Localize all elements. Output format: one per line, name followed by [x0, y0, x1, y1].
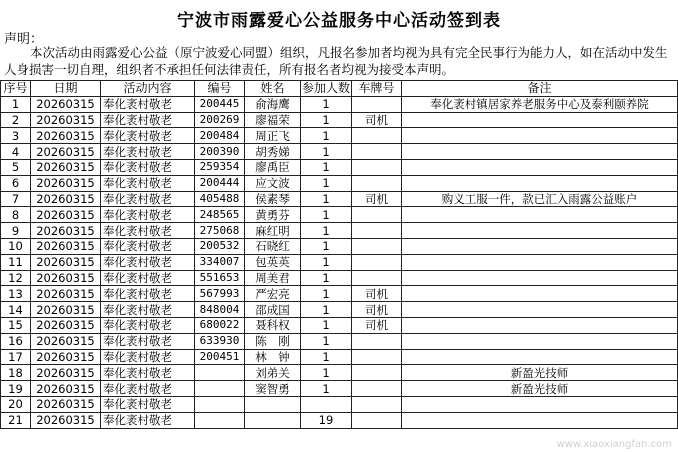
number-cell: 248565 [195, 207, 245, 223]
number-cell: 200390 [195, 144, 245, 160]
header-col-count: 参加人数 [301, 81, 350, 96]
name-cell: 廖禹臣 [245, 159, 301, 175]
seq-cell: 18 [1, 365, 31, 381]
name-cell: 周正飞 [245, 128, 301, 144]
plate-cell: 司机 [352, 112, 402, 128]
seq-cell: 13 [1, 286, 31, 302]
activity-cell: 奉化袤村敬老 [101, 175, 195, 191]
name-cell [245, 396, 301, 412]
header-col-seq: 序号 [1, 81, 31, 97]
table-row [1, 144, 678, 160]
header-col-activity: 活动内容 [101, 81, 195, 97]
remarks-cell [402, 286, 678, 302]
plate-cell [352, 254, 402, 270]
name-cell: 刘弟关 [245, 365, 301, 381]
date-cell: 20260315 [31, 302, 101, 318]
count-cell: 1 [301, 317, 352, 333]
number-cell [195, 381, 245, 397]
date-cell: 20260315 [31, 191, 101, 207]
name-cell: 邵成国 [245, 302, 301, 318]
number-cell: 405488 [195, 191, 245, 207]
number-cell: 200444 [195, 175, 245, 191]
date-cell: 20260315 [31, 159, 101, 175]
number-cell: 200451 [195, 349, 245, 365]
number-cell: 567993 [195, 286, 245, 302]
remarks-cell [402, 349, 678, 365]
date-cell: 20260315 [31, 396, 101, 412]
activity-cell: 奉化袤村敬老 [101, 128, 195, 144]
seq-cell: 9 [1, 223, 31, 239]
name-cell: 应文波 [245, 175, 301, 191]
plate-cell [352, 270, 402, 286]
declaration-heading: 声明： [4, 32, 44, 47]
table-row [1, 365, 678, 381]
activity-cell: 奉化袤村敬老 [101, 207, 195, 223]
remarks-cell [402, 159, 678, 175]
name-cell: 包英英 [245, 254, 301, 270]
activity-cell: 奉化袤村敬老 [101, 349, 195, 365]
activity-cell: 奉化袤村敬老 [101, 302, 195, 318]
number-cell [195, 365, 245, 381]
count-cell: 1 [301, 238, 352, 254]
date-cell: 20260315 [31, 144, 101, 160]
plate-cell: 司机 [352, 302, 402, 318]
name-cell: 窦智勇 [245, 381, 301, 397]
seq-cell: 3 [1, 128, 31, 144]
header-col-number: 编号 [195, 81, 245, 97]
count-cell: 1 [301, 286, 352, 302]
name-cell: 严宏亮 [245, 286, 301, 302]
table-row [1, 317, 678, 333]
count-cell [301, 396, 352, 412]
seq-cell: 16 [1, 333, 31, 349]
table-row [1, 128, 678, 144]
table-row [1, 159, 678, 175]
declaration-text: 本次活动由雨露爱心公益（原宁波爱心同盟）组织，凡报名参加者均视为具有完全民事行为能力人，如在活动中发生人身损害一切自理，组织者不承担任何法律责任，所有报名者均视为接受本声明。 [4, 45, 668, 77]
name-cell: 黄勇芬 [245, 207, 301, 223]
remarks-cell [402, 396, 678, 412]
name-cell: 周美君 [245, 270, 301, 286]
seq-cell: 1 [1, 96, 31, 112]
table-body [1, 96, 678, 428]
plate-cell: 司机 [352, 286, 402, 302]
count-cell: 1 [301, 175, 352, 191]
remarks-cell [402, 112, 678, 128]
table-row [1, 270, 678, 286]
number-cell: 275068 [195, 223, 245, 239]
table-row [1, 112, 678, 128]
table-row [1, 302, 678, 318]
activity-cell: 奉化袤村敬老 [101, 381, 195, 397]
number-cell: 848004 [195, 302, 245, 318]
activity-cell: 奉化袤村敬老 [101, 159, 195, 175]
number-cell: 200484 [195, 128, 245, 144]
count-cell: 1 [301, 254, 352, 270]
count-cell: 1 [301, 270, 352, 286]
table-row [1, 207, 678, 223]
count-cell: 1 [301, 381, 352, 397]
plate-cell [352, 349, 402, 365]
remarks-cell [402, 144, 678, 160]
page-title: 宁波市雨露爱心公益服务中心活动签到表 [177, 11, 501, 31]
date-cell: 20260315 [31, 412, 101, 428]
remarks-cell [402, 254, 678, 270]
activity-cell: 奉化袤村敬老 [101, 254, 195, 270]
table-row [1, 412, 678, 428]
plate-cell [352, 207, 402, 223]
remarks-cell: 新盈光技师 [402, 381, 678, 397]
table-row [1, 238, 678, 254]
date-cell: 20260315 [31, 207, 101, 223]
table-row [1, 223, 678, 239]
count-cell: 1 [301, 112, 352, 128]
remarks-cell [402, 412, 678, 428]
plate-cell [352, 159, 402, 175]
count-cell: 1 [301, 144, 352, 160]
header-col-name: 姓名 [245, 81, 301, 97]
date-cell: 20260315 [31, 175, 101, 191]
sign-in-table [0, 80, 678, 429]
table-row [1, 286, 678, 302]
count-cell: 19 [301, 412, 352, 428]
plate-cell [352, 175, 402, 191]
name-cell: 聂科权 [245, 317, 301, 333]
date-cell: 20260315 [31, 381, 101, 397]
plate-cell [352, 128, 402, 144]
name-cell [245, 412, 301, 428]
remarks-cell [402, 333, 678, 349]
seq-cell: 11 [1, 254, 31, 270]
date-cell: 20260315 [31, 223, 101, 239]
count-cell: 1 [301, 333, 352, 349]
remarks-cell [402, 223, 678, 239]
activity-cell: 奉化袤村敬老 [101, 270, 195, 286]
remarks-cell: 购义工服一件，款已汇入雨露公益账户 [402, 191, 678, 207]
count-cell: 1 [301, 349, 352, 365]
header-col-plate: 车牌号 [352, 81, 402, 97]
activity-cell: 奉化袤村敬老 [101, 191, 195, 207]
remarks-cell [402, 128, 678, 144]
activity-cell: 奉化袤村敬老 [101, 96, 195, 112]
count-cell: 1 [301, 365, 352, 381]
date-cell: 20260315 [31, 317, 101, 333]
plate-cell [352, 144, 402, 160]
remarks-cell [402, 238, 678, 254]
table-row [1, 254, 678, 270]
seq-cell: 8 [1, 207, 31, 223]
table-row [1, 333, 678, 349]
activity-cell: 奉化袤村敬老 [101, 333, 195, 349]
seq-cell: 20 [1, 396, 31, 412]
count-cell: 1 [301, 96, 352, 112]
activity-cell: 奉化袤村敬老 [101, 238, 195, 254]
plate-cell [352, 333, 402, 349]
seq-cell: 17 [1, 349, 31, 365]
number-cell: 633930 [195, 333, 245, 349]
remarks-cell [402, 270, 678, 286]
table-row [1, 191, 678, 207]
seq-cell: 12 [1, 270, 31, 286]
activity-cell: 奉化袤村敬老 [101, 223, 195, 239]
date-cell: 20260315 [31, 128, 101, 144]
seq-cell: 14 [1, 302, 31, 318]
remarks-cell [402, 175, 678, 191]
name-cell: 陈 刚 [245, 333, 301, 349]
remarks-cell: 奉化袤村镇居家养老服务中心及泰利颐养院 [402, 96, 678, 112]
count-cell: 1 [301, 223, 352, 239]
number-cell: 200269 [195, 112, 245, 128]
date-cell: 20260315 [31, 112, 101, 128]
plate-cell: 司机 [352, 191, 402, 207]
name-cell: 俞海鹰 [245, 96, 301, 112]
remarks-cell [402, 207, 678, 223]
number-cell: 680022 [195, 317, 245, 333]
name-cell: 廖福荣 [245, 112, 301, 128]
number-cell: 200445 [195, 96, 245, 112]
number-cell: 551653 [195, 270, 245, 286]
date-cell: 20260315 [31, 254, 101, 270]
watermark-text: www.xiaoxiangfan.com [556, 439, 672, 450]
plate-cell: 司机 [352, 317, 402, 333]
seq-cell: 21 [1, 412, 31, 428]
plate-cell [352, 412, 402, 428]
name-cell: 侯素琴 [245, 191, 301, 207]
activity-cell: 奉化袤村敬老 [101, 396, 195, 412]
count-cell: 1 [301, 191, 352, 207]
seq-cell: 5 [1, 159, 31, 175]
number-cell: 259354 [195, 159, 245, 175]
count-cell: 1 [301, 128, 352, 144]
seq-cell: 10 [1, 238, 31, 254]
activity-cell: 奉化袤村敬老 [101, 317, 195, 333]
seq-cell: 19 [1, 381, 31, 397]
seq-cell: 4 [1, 144, 31, 160]
table-row [1, 396, 678, 412]
name-cell: 麻红明 [245, 223, 301, 239]
count-cell: 1 [301, 302, 352, 318]
remarks-cell: 新盈光技师 [402, 365, 678, 381]
activity-cell: 奉化袤村敬老 [101, 412, 195, 428]
number-cell [195, 396, 245, 412]
header-col-date: 日期 [31, 81, 101, 97]
table-header-row [1, 81, 678, 97]
date-cell: 20260315 [31, 238, 101, 254]
plate-cell [352, 238, 402, 254]
date-cell: 20260315 [31, 270, 101, 286]
table-row [1, 349, 678, 365]
seq-cell: 15 [1, 317, 31, 333]
seq-cell: 2 [1, 112, 31, 128]
number-cell: 200532 [195, 238, 245, 254]
table-row [1, 96, 678, 112]
plate-cell [352, 223, 402, 239]
date-cell: 20260315 [31, 333, 101, 349]
number-cell [195, 412, 245, 428]
plate-cell [352, 381, 402, 397]
table-row [1, 175, 678, 191]
header-col-remarks: 备注 [402, 81, 678, 97]
number-cell: 334007 [195, 254, 245, 270]
name-cell: 石晓红 [245, 238, 301, 254]
date-cell: 20260315 [31, 349, 101, 365]
activity-cell: 奉化袤村敬老 [101, 112, 195, 128]
count-cell: 1 [301, 159, 352, 175]
plate-cell [352, 365, 402, 381]
activity-cell: 奉化袤村敬老 [101, 286, 195, 302]
date-cell: 20260315 [31, 96, 101, 112]
seq-cell: 7 [1, 191, 31, 207]
remarks-cell [402, 302, 678, 318]
remarks-cell [402, 317, 678, 333]
table-row [1, 381, 678, 397]
activity-cell: 奉化袤村敬老 [101, 144, 195, 160]
name-cell: 胡秀娣 [245, 144, 301, 160]
plate-cell [352, 396, 402, 412]
seq-cell: 6 [1, 175, 31, 191]
count-cell: 1 [301, 207, 352, 223]
plate-cell [352, 96, 402, 112]
date-cell: 20260315 [31, 286, 101, 302]
date-cell: 20260315 [31, 365, 101, 381]
name-cell: 林 钟 [245, 349, 301, 365]
activity-cell: 奉化袤村敬老 [101, 365, 195, 381]
